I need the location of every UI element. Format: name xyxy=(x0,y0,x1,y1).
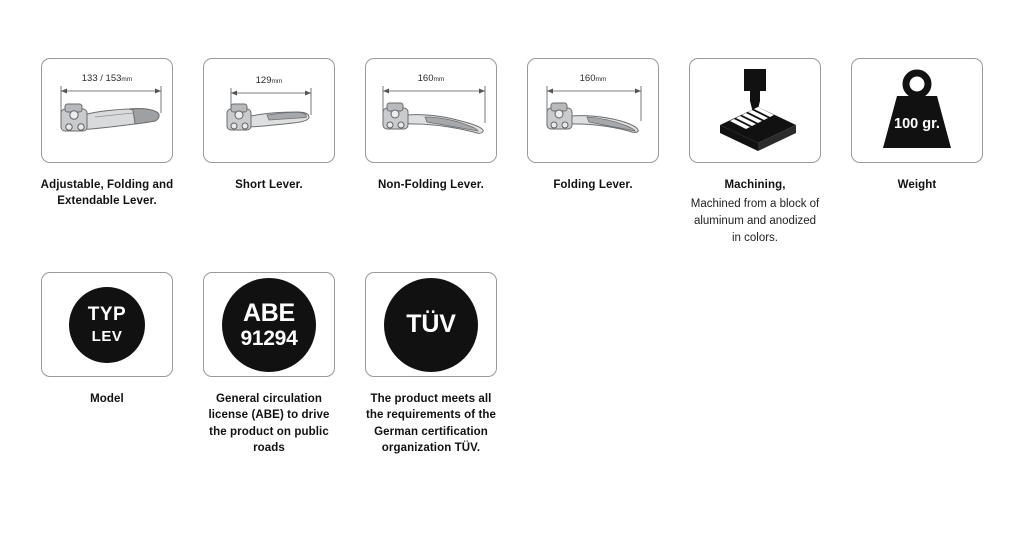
model-badge-line-2: LEV xyxy=(91,328,123,345)
cnc-machining-icon xyxy=(700,63,810,159)
lever-dimension-value: 160 xyxy=(579,73,596,84)
spec-caption: Folding Lever. xyxy=(553,179,633,191)
tuv-tile xyxy=(365,272,497,377)
tuv-badge-icon xyxy=(384,278,478,372)
spec-subcaption: Machined from a block of aluminum and anodized in colors. xyxy=(690,198,820,244)
machining-tile xyxy=(689,58,821,163)
spec-caption: Short Lever. xyxy=(235,179,303,191)
lever-tile xyxy=(365,58,497,163)
model-badge-icon xyxy=(69,287,145,363)
weight-icon xyxy=(867,68,967,154)
abe-badge-line-1: ABE xyxy=(243,298,295,327)
spec-cell-tuv xyxy=(364,272,498,456)
spec-cell-weight xyxy=(850,58,984,193)
lever-dimension-unit: mm xyxy=(271,78,283,85)
spec-row-2 xyxy=(40,272,526,456)
lever-dimension-unit: mm xyxy=(433,76,445,83)
spec-cell-abe xyxy=(202,272,336,456)
abe-badge-icon xyxy=(222,278,316,372)
spec-row-1 xyxy=(40,58,1012,246)
lever-dimension-value: 133 / 153 xyxy=(81,73,122,84)
lever-tile xyxy=(527,58,659,163)
weight-value: 100 gr. xyxy=(894,115,940,132)
lever-dimension-unit: mm xyxy=(121,76,133,83)
tuv-badge-line-1: TÜV xyxy=(406,310,456,338)
spec-caption: Adjustable, Folding and Extendable Lever. xyxy=(40,179,174,208)
lever-tile xyxy=(41,58,173,163)
abe-badge-line-2: 91294 xyxy=(240,326,298,350)
spec-caption: Model xyxy=(90,393,124,405)
spec-caption: General circulation license (ABE) to drive the product on public roads xyxy=(208,393,330,454)
spec-cell-machining xyxy=(688,58,822,246)
spec-caption: The product meets all the requirements of the German certification organization TÜV. xyxy=(365,393,497,454)
spec-cell-non-folding-lever xyxy=(364,58,498,193)
spec-cell-folding-lever xyxy=(526,58,660,193)
lever-dimension-value: 129 xyxy=(255,75,272,86)
spec-caption: Non-Folding Lever. xyxy=(378,179,484,191)
lever-dimension-value: 160 xyxy=(417,73,434,84)
spec-cell-model xyxy=(40,272,174,407)
lever-tile xyxy=(203,58,335,163)
spec-cell-short-lever xyxy=(202,58,336,193)
spec-caption: Weight xyxy=(897,179,937,191)
spec-caption: Machining, xyxy=(724,179,786,191)
model-tile xyxy=(41,272,173,377)
abe-tile xyxy=(203,272,335,377)
spec-cell-adjustable-folding-lever xyxy=(40,58,174,210)
weight-tile xyxy=(851,58,983,163)
model-badge-line-1: TYP xyxy=(87,304,127,325)
lever-dimension-unit: mm xyxy=(595,76,607,83)
